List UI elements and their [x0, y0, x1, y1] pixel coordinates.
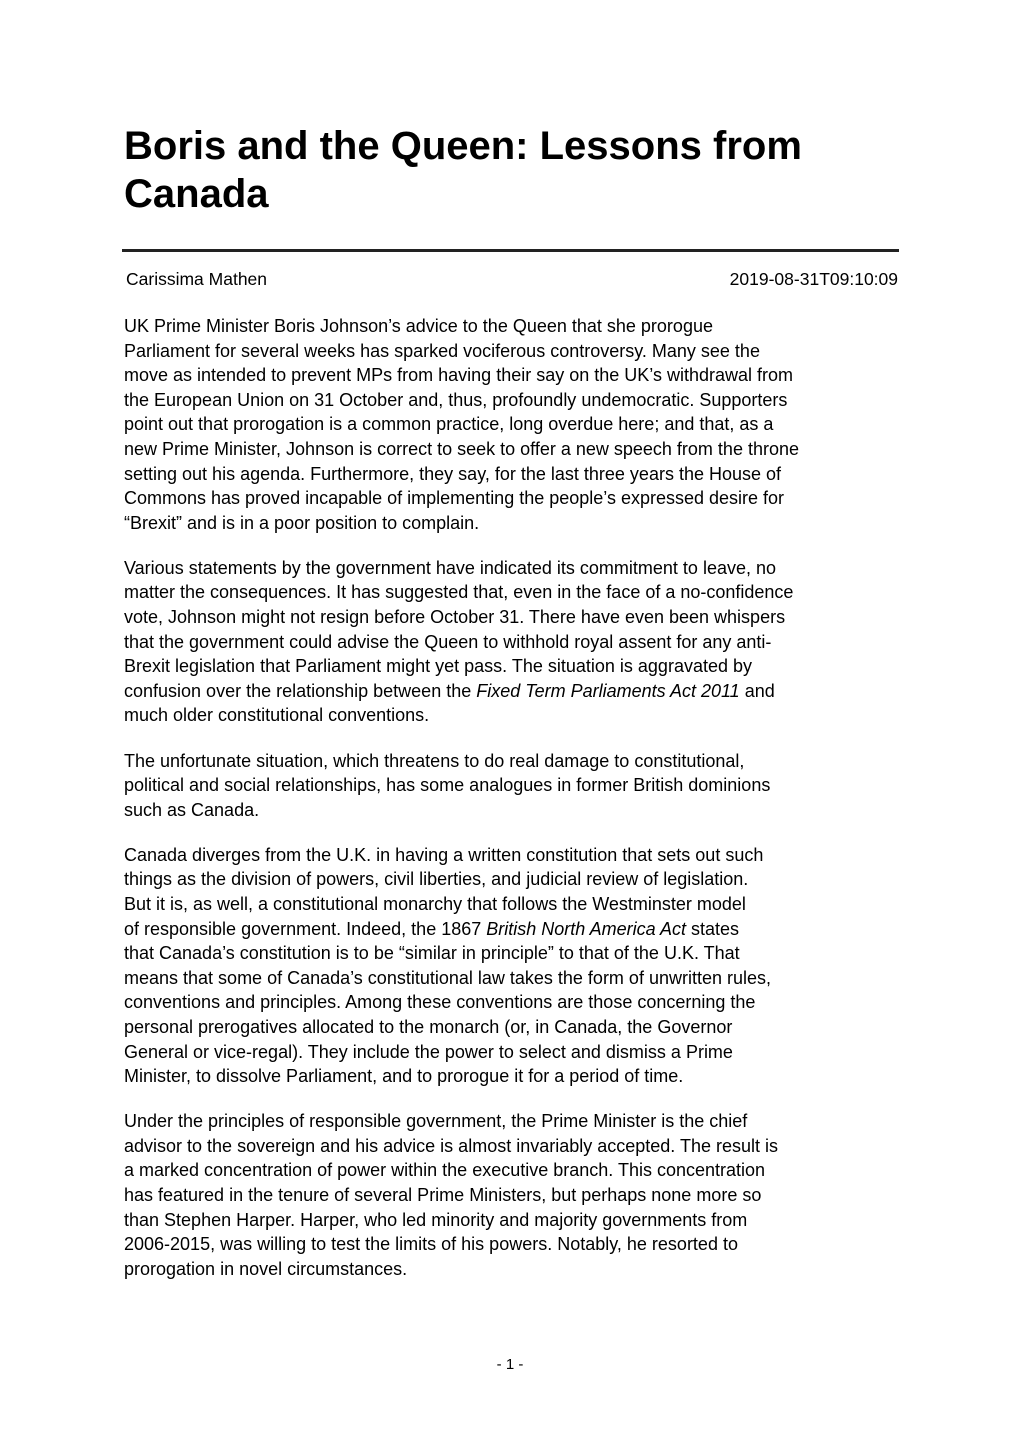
document-title — [124, 122, 904, 218]
article-body — [124, 314, 914, 1302]
text-line: such as Canada. — [124, 799, 260, 820]
text-line: move as intended to prevent MPs from having their say on the UK’s withdrawal from — [124, 365, 793, 386]
author: Carissima Mathen — [126, 269, 268, 289]
text-line: the European Union on 31 October and, thus, profoundly undemocratic. Supporters — [124, 389, 788, 410]
title-line: Boris and the Queen: Lessons from — [124, 124, 802, 168]
text-line: setting out his agenda. Furthermore, they say, for the last three years the House of — [124, 463, 782, 484]
text-line: conventions and principles. Among these conventions are those concerning the — [124, 992, 756, 1013]
text-line: UK Prime Minister Boris Johnson’s advice to the Queen that she prorogue — [124, 316, 713, 336]
text-line: Minister, to dissolve Parliament, and to prorogue it for a period of time. — [124, 1066, 684, 1087]
text-line: a marked concentration of power within the executive branch. This concentration — [124, 1160, 766, 1181]
paragraph — [124, 843, 914, 1089]
italic-title: Fixed Term Parliaments Act 2011 — [476, 680, 740, 701]
text-line: advisor to the sovereign and his advice is almost invariably accepted. The result is — [124, 1135, 779, 1156]
text-line: matter the consequences. It has suggested that, even in the face of a no-confidence — [124, 582, 794, 603]
italic-title: British North America Act — [486, 918, 686, 939]
text-line: point out that prorogation is a common practice, long overdue here; and that, as a — [124, 414, 774, 435]
text-line: things as the division of powers, civil liberties, and judicial review of legislation. — [124, 869, 749, 890]
paragraph — [124, 556, 914, 728]
text-line: Under the principles of responsible government, the Prime Minister is the chief — [124, 1111, 748, 1132]
text-line: Parliament for several weeks has sparked vociferous controversy. Many see the — [124, 340, 760, 361]
text-line: that Canada’s constitution is to be “similar in principle” to that of the U.K. That — [124, 943, 740, 964]
text-line: The unfortunate situation, which threatens to do real damage to constitutional, — [124, 750, 745, 771]
text-line: General or vice-regal). They include the power to select and dismiss a Prime — [124, 1041, 733, 1062]
text-line: that the government could advise the Queen to withhold royal assent for any anti- — [124, 631, 772, 652]
text-line: Brexit legislation that Parliament might yet pass. The situation is aggravated by — [124, 656, 752, 677]
text-line: 2006-2015, was willing to test the limits of his powers. Notably, he resorted to — [124, 1234, 738, 1255]
byline — [126, 269, 898, 290]
title-line: Canada — [124, 172, 269, 216]
text-segment: confusion over the relationship between the — [124, 680, 477, 701]
text-line: prorogation in novel circumstances. — [124, 1258, 408, 1279]
text-line: Canada diverges from the U.K. in having a written constitution that sets out such — [124, 844, 764, 865]
title-divider — [122, 249, 899, 252]
text-line: has featured in the tenure of several Prime Ministers, but perhaps none more so — [124, 1185, 762, 1205]
text-line: means that some of Canada’s constitutional law takes the form of unwritten rules, — [124, 967, 771, 988]
text-line: than Stephen Harper. Harper, who led minority and majority governments from — [124, 1209, 748, 1230]
paragraph — [124, 314, 914, 535]
text-line — [124, 917, 914, 942]
text-line: “Brexit” and is in a poor position to complain. — [124, 512, 480, 533]
paragraph — [124, 1109, 914, 1281]
text-line: much older constitutional conventions. — [124, 705, 430, 726]
text-segment: of responsible government. Indeed, the 1867 — [124, 918, 487, 939]
text-line: But it is, as well, a constitutional monarchy that follows the Westminster model — [124, 893, 746, 914]
text-line: Commons has proved incapable of implementing the people’s expressed desire for — [124, 488, 785, 509]
date: 2019-08-31T09:10:09 — [729, 269, 898, 289]
text-line: vote, Johnson might not resign before October 31. There have even been whispers — [124, 607, 786, 628]
text-line: Various statements by the government have indicated its commitment to leave, no — [124, 557, 776, 578]
text-line: new Prime Minister, Johnson is correct to seek to offer a new speech from the throne — [124, 438, 799, 459]
text-line — [124, 679, 914, 704]
text-segment: states — [685, 918, 739, 939]
page-number: - 1 - — [496, 1356, 524, 1373]
text-segment: and — [739, 680, 775, 701]
paragraph — [124, 749, 914, 823]
text-line: personal prerogatives allocated to the monarch (or, in Canada, the Governor — [124, 1016, 733, 1037]
text-line: political and social relationships, has some analogues in former British dominions — [124, 775, 771, 796]
